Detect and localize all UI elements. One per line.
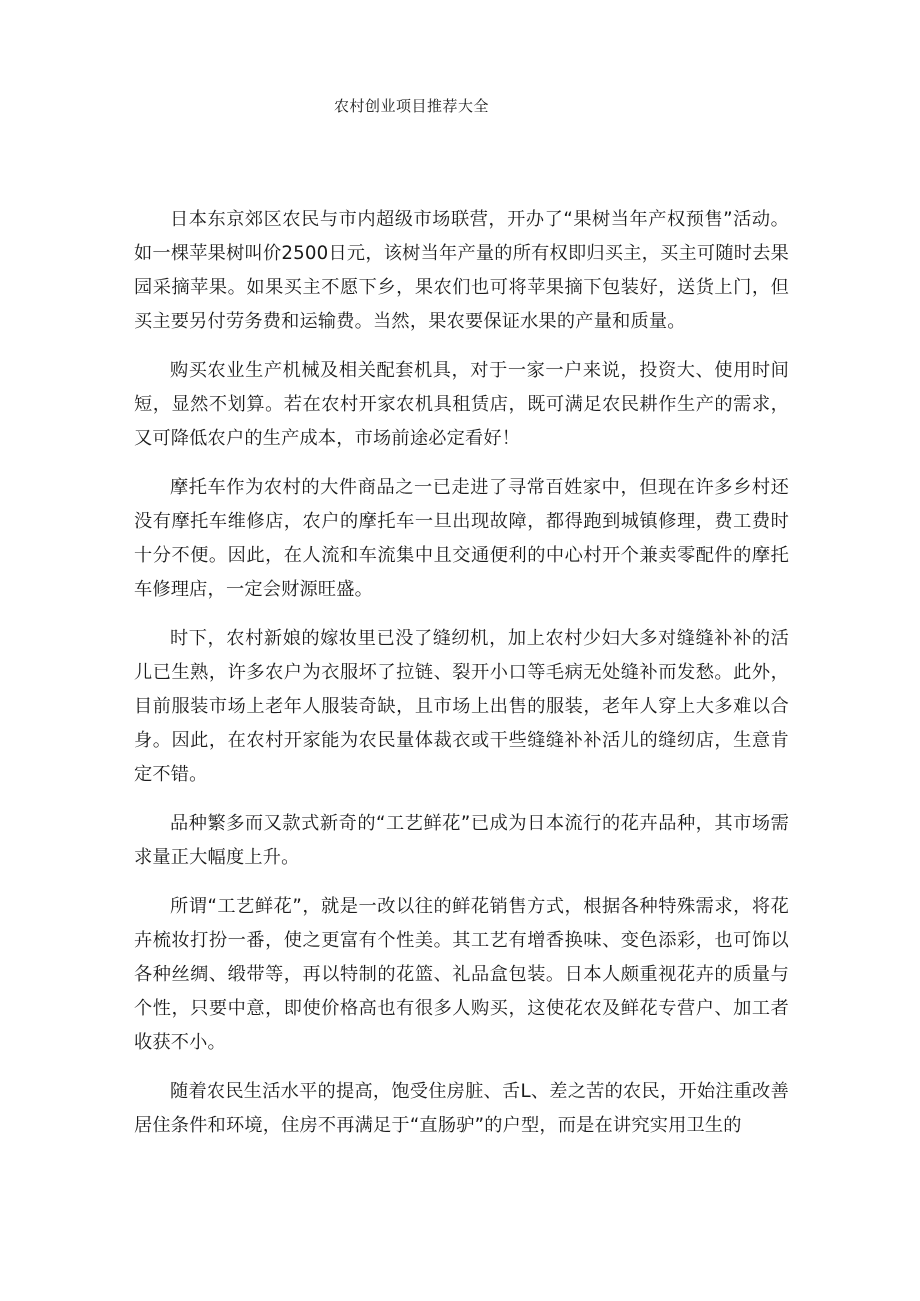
paragraph-craft-flowers-intro: 品种繁多而又款式新奇的“工艺鲜花”已成为日本流行的花卉品种，其市场需求量正大幅度上升。	[134, 813, 789, 868]
paragraph-fruit-tree-presale: 日本东京郊区农民与市内超级市场联营，开办了“果树当年产权预售”活动。如一棵苹果树叫价2500日元，该树当年产量的所有权即归买主，买主可随时去果园采摘苹果。如果买主不愿下乡，果农们也可将苹果摘下包装好，送货上门，但买主要另付劳务费和运输费。当然，果农要保证水果的产量和质量。	[134, 209, 789, 332]
paragraph-farm-machinery-rental: 购买农业生产机械及相关配套机具，对于一家一户来说，投资大、使用时间短，显然不划算。若在农村开家农机具租赁店，既可满足农民耕作生产的需求，又可降低农户的生产成本，市场前途必定看好！	[134, 360, 789, 449]
paragraph-housing-improvement: 随着农民生活水平的提高，饱受住房脏、舌L、差之苦的农民，开始注重改善居住条件和环境，住房不再满足于“直肠驴”的户型，而是在讲究实用卫生的	[134, 1081, 789, 1136]
paragraph-tailor-shop: 时下，农村新娘的嫁妆里已没了缝纫机，加上农村少妇大多对缝缝补补的活儿已生熟，许多农户为衣服坏了拉链、裂开小口等毛病无处缝补而发愁。此外，目前服装市场上老年人服装奇缺，且市场上出售的服装，老年人穿上大多难以合身。因此，在农村开家能为农民量体裁衣或干些缝缝补补活儿的缝纫店，生意肯定不错。	[134, 628, 789, 785]
paragraph-motorcycle-repair: 摩托车作为农村的大件商品之一已走进了寻常百姓家中，但现在许多乡村还没有摩托车维修店，农户的摩托车一旦出现故障，都得跑到城镇修理，费工费时十分不便。因此，在人流和车流集中且交通便利的中心村开个兼卖零配件的摩托车修理店，一定会财源旺盛。	[134, 477, 789, 600]
paragraph-craft-flowers-detail: 所谓“工艺鲜花”，就是一改以往的鲜花销售方式，根据各种特殊需求，将花卉梳妆打扮一番，使之更富有个性美。其工艺有增香换味、变色添彩，也可饰以各种丝绸、缎带等，再以特制的花篮、礼品盒包装。日本人颇重视花卉的质量与个性，只要中意，即使价格高也有很多人购买，这使花农及鲜花专营户、加工者收获不小。	[134, 896, 789, 1053]
document-title: 农村创业项目推荐大全	[334, 97, 490, 115]
document-body	[134, 203, 789, 1158]
